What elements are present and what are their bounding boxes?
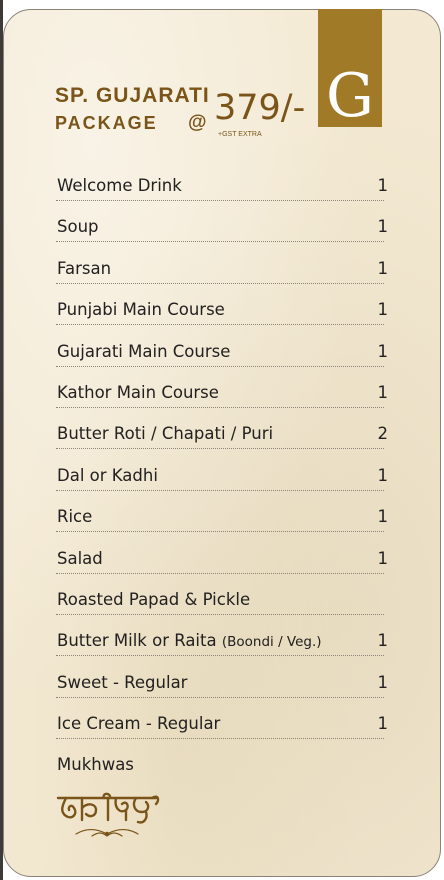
menu-item-name — [57, 631, 322, 650]
menu-item-quantity: 2 — [377, 424, 388, 444]
menu-item — [56, 543, 390, 584]
menu-item-label: Punjabi Main Course — [57, 300, 225, 320]
menu-item-quantity: 1 — [377, 672, 388, 692]
menu-item — [56, 170, 390, 211]
dotted-divider — [56, 490, 384, 491]
menu-item — [56, 501, 390, 542]
menu-item-quantity: 1 — [377, 631, 388, 651]
dotted-divider — [56, 655, 384, 656]
menu-item-name — [57, 673, 187, 692]
at-symbol: @ — [188, 112, 207, 133]
menu-item-label: Butter Roti / Chapati / Puri — [57, 424, 274, 444]
menu-item-quantity: 1 — [377, 548, 388, 568]
menu-item-quantity: 1 — [377, 300, 388, 320]
menu-item — [56, 294, 390, 335]
menu-item — [56, 749, 390, 790]
menu-item — [56, 253, 390, 294]
package-title: SP. GUJARATI — [55, 84, 210, 107]
menu-item-label: Sweet - Regular — [57, 672, 188, 692]
menu-item — [56, 708, 390, 749]
dotted-divider — [56, 573, 384, 574]
package-price: 379/- — [214, 88, 306, 128]
menu-item-name — [57, 590, 250, 609]
menu-item-quantity: 1 — [377, 714, 388, 734]
menu-item-label: Mukhwas — [57, 755, 134, 775]
menu-item-name — [57, 259, 111, 278]
dotted-divider — [56, 200, 384, 201]
menu-item-name — [57, 755, 134, 774]
menu-item-name — [57, 424, 273, 443]
menu-item-label: Salad — [57, 548, 103, 568]
brand-logo-icon — [52, 790, 162, 842]
menu-item-label: Ice Cream - Regular — [57, 714, 221, 734]
menu-item-label: Welcome Drink — [57, 176, 182, 195]
menu-item-note: (Boondi / Veg.) — [221, 634, 322, 651]
menu-item — [56, 377, 390, 418]
menu-item-name — [57, 176, 182, 195]
dotted-divider — [56, 324, 384, 325]
menu-item-quantity: 1 — [377, 382, 388, 402]
menu-item-label: Gujarati Main Course — [57, 341, 231, 361]
menu-item-label: Soup — [57, 217, 99, 237]
menu-item-name — [57, 300, 225, 319]
menu-item-label: Rice — [57, 507, 93, 527]
menu-item-name — [57, 383, 219, 402]
menu-list — [56, 170, 390, 791]
menu-item — [56, 460, 390, 501]
dotted-divider — [56, 738, 384, 739]
menu-item-name — [57, 342, 230, 361]
dotted-divider — [56, 407, 384, 408]
menu-item-label: Butter Milk or Raita — [57, 631, 217, 651]
menu-item-name — [57, 507, 92, 526]
menu-item-quantity: 1 — [377, 507, 388, 527]
dotted-divider — [56, 697, 384, 698]
menu-item — [56, 418, 390, 459]
dotted-divider — [56, 241, 384, 242]
menu-item-quantity: 1 — [377, 176, 388, 195]
package-subtitle: PACKAGE — [55, 113, 158, 133]
dotted-divider — [56, 531, 384, 532]
dotted-divider — [56, 614, 384, 615]
menu-item-label: Roasted Papad & Pickle — [57, 589, 251, 609]
menu-item — [56, 667, 390, 708]
dotted-divider — [56, 283, 384, 284]
menu-item — [56, 336, 390, 377]
menu-item-name — [57, 549, 103, 568]
menu-item-quantity: 1 — [377, 217, 388, 237]
menu-item-label: Dal or Kadhi — [57, 465, 158, 485]
menu-item-label: Farsan — [57, 258, 112, 278]
tax-note: +GST EXTRA — [218, 131, 262, 138]
dotted-divider — [56, 366, 384, 367]
package-badge — [318, 9, 382, 131]
menu-item — [56, 625, 390, 666]
menu-item-quantity: 1 — [377, 258, 388, 278]
menu-item-label: Kathor Main Course — [57, 382, 219, 402]
dotted-divider — [56, 448, 384, 449]
badge-letter: G — [326, 61, 374, 131]
menu-item — [56, 584, 390, 625]
menu-item-name — [57, 466, 158, 485]
menu-item-name — [57, 217, 99, 236]
menu-item — [56, 211, 390, 252]
menu-item-name — [57, 714, 220, 733]
menu-item-quantity: 1 — [377, 465, 388, 485]
menu-item-quantity: 1 — [377, 341, 388, 361]
